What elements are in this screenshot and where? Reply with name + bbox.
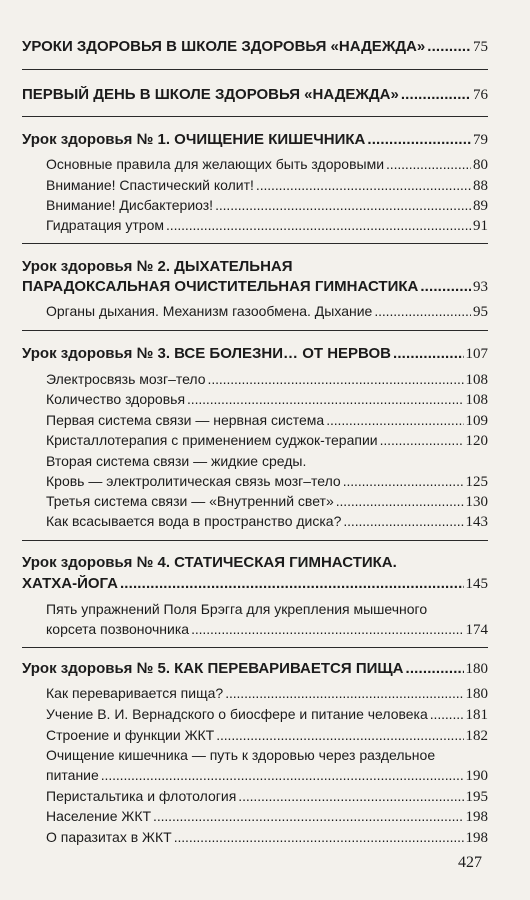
section-divider [22,330,488,331]
subentry-title: Кристаллотерапия с применением суджок-терапии [46,432,378,448]
toc-subentry [46,412,488,430]
leader-dots [187,391,463,407]
subentry-title: Внимание! Дисбактериоз! [46,197,214,213]
leader-dots [427,38,471,55]
lesson-page: 180 [465,661,488,677]
toc-subentry [46,706,488,724]
leader-dots [215,197,471,213]
leader-dots [216,727,463,743]
toc-entry-title: ПЕРВЫЙ ДЕНЬ В ШКОЛЕ ЗДОРОВЬЯ «НАДЕЖДА» [22,86,399,103]
subentry-title: Учение В. И. Вернадского о биосфере и питание человека [46,706,428,722]
toc-entry [22,86,488,104]
lesson-title: Урок здоровья № 5. КАК ПЕРЕВАРИВАЕТСЯ ПИЩА [22,660,404,677]
subentry-page: 80 [473,157,488,173]
subentry-title-line1: Вторая система связи — жидкие среды. [46,453,307,469]
toc-subentry [46,808,488,826]
subentry-page: 108 [465,392,488,408]
subentry-page: 109 [465,413,488,429]
lesson-page: 145 [465,576,488,592]
subentry-page: 174 [465,622,488,638]
subentry-title: Количество здоровья [46,391,186,407]
subentry-page: 143 [465,514,488,530]
toc-subentry [46,303,488,321]
lesson-title-line2: ХАТХА-ЙОГА [22,575,118,592]
lesson-heading [22,345,488,363]
leader-dots [343,513,463,529]
toc-subentry [46,391,488,409]
toc-subentry [46,432,488,450]
subentry-title: Как всасывается вода в пространство диска? [46,513,342,529]
toc-subentry [46,493,488,511]
section-divider [22,647,488,648]
section-divider [22,69,488,70]
lesson-title: Урок здоровья № 1. ОЧИЩЕНИЕ КИШЕЧНИКА [22,131,366,148]
subentry-title: Третья система связи — «Внутренний свет» [46,493,334,509]
subentry-title: Внимание! Спастический колит! [46,177,254,193]
leader-dots [153,808,463,824]
subentry-page: 190 [465,768,488,784]
leader-dots [225,685,463,701]
toc-subentry [46,621,488,639]
subentry-page: 91 [473,218,488,234]
subentry-title: Электросвязь мозг–тело [46,371,206,387]
lesson-title-line1: Урок здоровья № 2. ДЫХАТЕЛЬНАЯ [22,258,293,275]
lesson-page: 93 [473,279,488,295]
toc-subentry [46,371,488,389]
leader-dots [326,412,463,428]
subentry-page: 181 [465,707,488,723]
subentry-title: О паразитах в ЖКТ [46,829,172,845]
subentry-title-line1: Очищение кишечника — путь к здоровью через раздельное [46,747,436,763]
lesson-heading [22,278,488,296]
subentry-page: 88 [473,178,488,194]
subentry-page: 182 [465,728,488,744]
subentry-title: Кровь — электролитическая связь мозг–тело [46,473,341,489]
page-number: 427 [458,854,482,871]
subentry-title-line2: корсета позвоночника [46,621,190,637]
toc-subentry [46,727,488,745]
leader-dots [406,660,464,677]
leader-dots [191,621,463,637]
section-divider [22,243,488,244]
subentry-title-line1: Пять упражнений Поля Брэгга для укрепления мышечного [46,601,428,617]
section-divider [22,116,488,117]
subentry-page: 120 [465,433,488,449]
leader-dots [374,303,471,319]
subentry-title: Как переваривается пища? [46,685,224,701]
toc-subentry [46,685,488,703]
lesson-page: 107 [465,346,488,362]
leader-dots [420,278,471,295]
subentry-title: Строение и функции ЖКТ [46,727,215,743]
subentry-page: 89 [473,198,488,214]
subentry-title: Гидратация утром [46,217,165,233]
subentry-page: 180 [465,686,488,702]
subentry-title: Население ЖКТ [46,808,152,824]
lesson-title-line1: Урок здоровья № 4. СТАТИЧЕСКАЯ ГИМНАСТИКА. [22,554,397,571]
subentry-title: Первая система связи — нервная система [46,412,325,428]
toc-subentry [46,197,488,215]
subentry-title: Основные правила для желающих быть здоровыми [46,156,385,172]
subentry-page: 108 [465,372,488,388]
leader-dots [174,829,464,845]
lesson-page: 79 [473,132,488,148]
toc-subentry [46,217,488,235]
toc-subentry [46,788,488,806]
leader-dots [238,788,463,804]
leader-dots [256,177,471,193]
toc-subentry [46,513,488,531]
subentry-page: 195 [465,789,488,805]
leader-dots [120,575,464,592]
subentry-page: 95 [473,304,488,320]
lesson-heading [22,575,488,593]
leader-dots [343,473,464,489]
leader-dots [367,131,471,148]
toc-subentry [46,829,488,847]
toc-subentry [46,473,488,491]
leader-dots [380,432,464,448]
subentry-page: 130 [465,494,488,510]
leader-dots [208,371,464,387]
leader-dots [166,217,471,233]
lesson-heading [22,660,488,678]
toc-entry-title: УРОКИ ЗДОРОВЬЯ В ШКОЛЕ ЗДОРОВЬЯ «НАДЕЖДА» [22,38,426,55]
leader-dots [101,767,464,783]
subentry-page: 198 [465,830,488,846]
toc-subentry [46,767,488,785]
toc-entry-page: 76 [473,87,488,103]
toc-subentry [46,156,488,174]
subentry-title: Перистальтика и флотология [46,788,237,804]
leader-dots [386,156,471,172]
subentry-title: Органы дыхания. Механизм газообмена. Дыхание [46,303,373,319]
subentry-title-line2: питание [46,767,99,783]
leader-dots [336,493,464,509]
toc-subentry [46,177,488,195]
section-divider [22,540,488,541]
lesson-title: Урок здоровья № 3. ВСЕ БОЛЕЗНИ… ОТ НЕРВОВ [22,345,392,362]
leader-dots [430,706,464,722]
leader-dots [393,345,463,362]
subentry-page: 198 [465,809,488,825]
lesson-title-line2: ПАРАДОКСАЛЬНАЯ ОЧИСТИТЕЛЬНАЯ ГИМНАСТИКА [22,278,419,295]
toc-entry-page: 75 [473,39,488,55]
leader-dots [401,86,471,103]
toc-entry [22,38,488,56]
lesson-heading [22,131,488,149]
subentry-page: 125 [465,474,488,490]
